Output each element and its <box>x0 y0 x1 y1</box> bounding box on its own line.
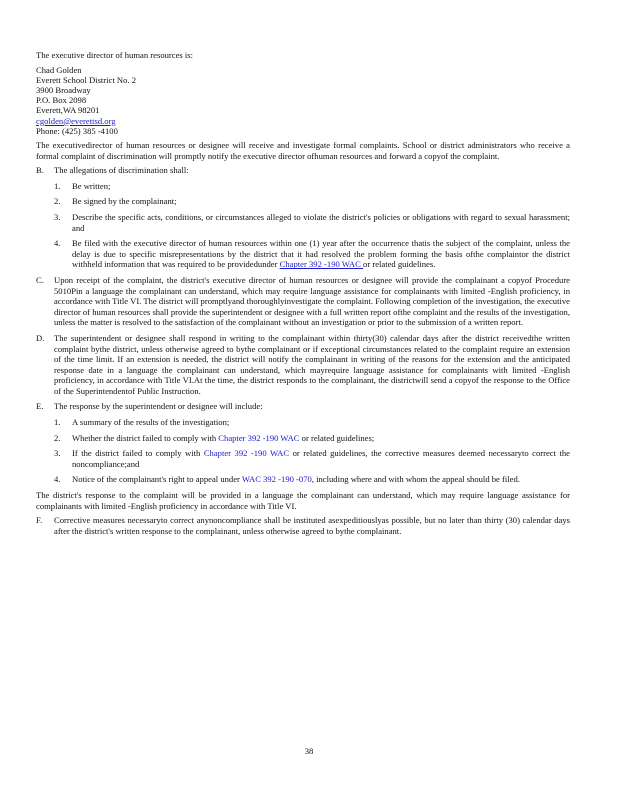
item-text <box>72 433 570 444</box>
item-number: 2. <box>54 432 61 443</box>
item-text <box>72 448 570 469</box>
item-text: A summary of the results of the investigation; <box>72 417 230 428</box>
section-e-item <box>36 417 570 428</box>
section-f <box>36 515 570 536</box>
contact-email-link[interactable]: cgolden@everettsd.org <box>36 115 116 126</box>
section-c <box>36 275 570 328</box>
paragraph-intake: The executivedirector of human resources or designee will receive and investigate formal complaints. School or district administrators who receive a formal complaint of discrimination will promptly notify the executive director ofhuman resources and forward a copyof the complaint. <box>36 140 570 161</box>
item-number: 3. <box>54 448 61 459</box>
section-e-text: The response by the superintendent or designee will include: <box>54 401 263 412</box>
contact-city: Everett,WA 98201 <box>36 105 100 116</box>
item-text-part: Whether the district failed to comply with <box>72 432 219 443</box>
paragraph-response-language: The district's response to the complaint will be provided in a language the complainant can understand, which may require language assistance for complainants with limited -English proficiency in accordance with Title VI. <box>36 490 570 511</box>
section-e-item <box>36 433 570 444</box>
section-e-item <box>36 474 570 485</box>
wac-section-link[interactable]: WAC 392 -190 -070 <box>241 474 312 485</box>
wac-chapter-link[interactable]: Chapter 392 -190 WAC <box>203 448 290 459</box>
item-number: 4. <box>54 474 61 485</box>
contact-street: 3900 Broadway <box>36 85 91 95</box>
wac-chapter-link[interactable]: Chapter 392 -190 WAC <box>279 259 364 270</box>
item-text: Be written; <box>72 180 111 191</box>
section-d <box>36 333 570 397</box>
item-text-part: If the district failed to comply with <box>72 448 204 459</box>
wac-chapter-link[interactable]: Chapter 392 -190 WAC <box>218 432 300 443</box>
section-d-text: The superintendent or designee shall respond in writing to the complainant within thirty(30) calendar days after the district receivedthe written complaint bythe district, unless otherwise agreed to bythe complainant or if exceptional circumstances related to the complaint require an extension of the time limit. If an extension is needed, the district will notify the complainant in writing of the reasons for the extension and the anticipated response date in a language the complainant can understand, which mayrequire language assistance for complainants with limited -English proficiency, in accordance with Title VI.At the time, the district responds to the complainant, the districtwill send a copyof the response to the Office of the Superintendentof Public Instruction. <box>54 332 570 396</box>
contact-block <box>36 65 570 136</box>
item-text <box>72 474 570 485</box>
item-text-part: or related guidelines, the corrective measures deemed necessaryto correct the noncompliance;and <box>72 448 570 469</box>
section-b-letter: B. <box>36 165 44 176</box>
section-b-item <box>36 212 570 233</box>
section-c-letter: C. <box>36 274 44 285</box>
section-b-item <box>36 181 570 192</box>
section-e-letter: E. <box>36 401 44 412</box>
item-text-part: Be filed with the executive director of human resources within one (1) year after the occurrence thatis the subject of the complaint, unless the delay is due to specific misrepresentations by the district that it had resolved the problem forming the basis ofthe complaintor the district withheld information that was required to be providedunder <box>72 238 570 270</box>
document-page <box>36 50 570 541</box>
item-text <box>72 238 570 270</box>
item-text-part: or related guidelines; <box>299 432 375 443</box>
page-number: 38 <box>304 746 314 756</box>
contact-name: Chad Golden <box>36 64 82 75</box>
section-b-item <box>36 196 570 207</box>
section-c-text: Upon receipt of the complaint, the district's executive director of human resources or designee will provide the complainant a copyof Procedure 5010Pin a language the complainant can understand, which may require language assistance for complainants with limited -English proficiency, in accordance with Title VI. The district will promptlyand thoroughlyinvestigate the complaint. Following completion of the investigation, the executive director of human resources shall provide the superintendent or designee with a full written report ofthe complaint and the results of the investigation, unless the matter is resolved to the satisfaction of the complainant without an investigation or prior to the submission of a written report. <box>54 274 570 328</box>
section-b <box>36 165 570 176</box>
section-f-letter: F. <box>36 515 43 526</box>
contact-phone: Phone: (425) 385 -4100 <box>36 125 118 136</box>
section-b-item <box>36 238 570 270</box>
item-number: 1. <box>54 417 61 428</box>
item-number: 2. <box>54 196 61 207</box>
item-text-part: or related guidelines. <box>363 259 436 270</box>
item-number: 3. <box>54 211 61 222</box>
item-number: 1. <box>54 180 61 191</box>
section-d-letter: D. <box>36 332 45 343</box>
section-e <box>36 401 570 412</box>
item-text-part: Notice of the complainant's right to appeal under <box>72 474 242 485</box>
item-text-part: , including where and with whom the appeal should be filed. <box>311 474 520 485</box>
section-b-text: The allegations of discrimination shall: <box>54 165 189 176</box>
contact-org: Everett School District No. 2 <box>36 74 137 85</box>
item-number: 4. <box>54 238 61 249</box>
section-f-text: Corrective measures necessaryto correct anynoncompliance shall be instituted asexpeditiouslyas possible, but no later than thirty (30) calendar days after the district's written response to the complainant, unless otherwise agreed to bythe complainant. <box>54 515 570 536</box>
intro-text: The executive director of human resources is: <box>36 50 194 60</box>
item-text: Describe the specific acts, conditions, or circumstances alleged to violate the district's policies or obligations with regard to sexual harassment; and <box>72 211 570 233</box>
item-text: Be signed by the complainant; <box>72 196 177 207</box>
section-e-item <box>36 448 570 469</box>
contact-pobox: P.O. Box 2098 <box>36 95 87 106</box>
